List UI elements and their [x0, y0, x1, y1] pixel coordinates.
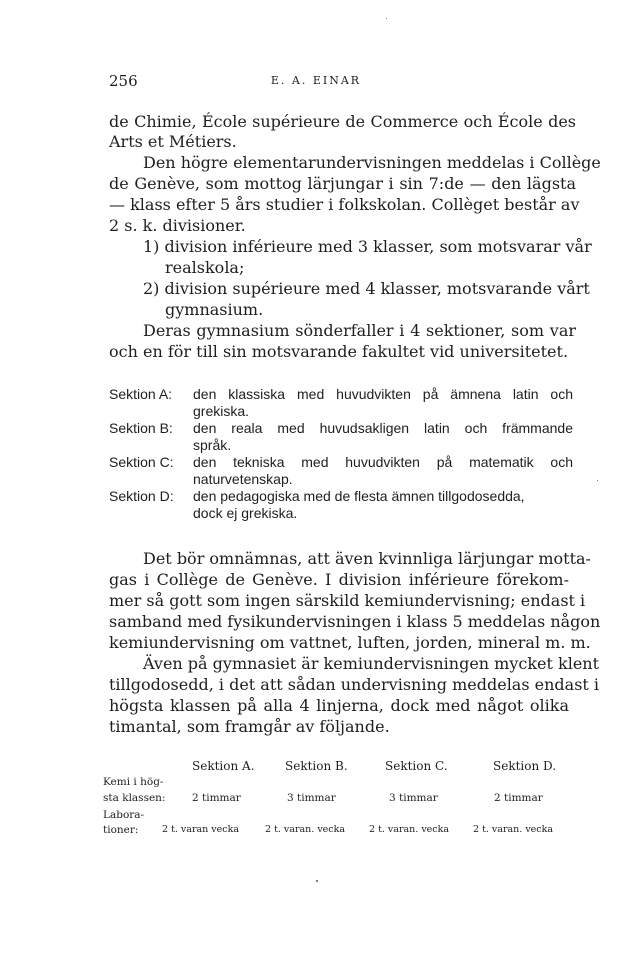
running-title: E. A. EINAR	[270, 74, 362, 87]
division-item-continuation: gymnasium.	[165, 300, 264, 319]
paragraph-line: samband med fysikundervisningen i klass 5 meddelas någon	[109, 612, 601, 631]
paragraph-line: Det bör omnämnas, att även kvinnliga lärjungar motta-	[143, 549, 591, 568]
paragraph-line: kemiundervisning om vattnet, luften, jorden, mineral m. m.	[109, 633, 591, 652]
section-description: den pedagogiska med de flesta ämnen tillgodosedda,	[193, 488, 525, 504]
print-speck	[386, 18, 387, 19]
table-row-label: Labora-	[103, 809, 145, 821]
paragraph-line: Arts et Métiers.	[109, 132, 237, 151]
paragraph-line: tillgodosedd, i det att sådan undervisning meddelas endast i	[109, 675, 600, 694]
table-row-label: sta klassen:	[103, 792, 166, 804]
table-cell: 2 t. varan. vecka	[265, 824, 346, 835]
paragraph-line: högsta klassen på alla 4 linjerna, dock med något olika	[109, 696, 569, 715]
section-label: Sektion A:	[109, 386, 173, 402]
division-item: 2) division supérieure med 4 klasser, motsvarande vårt	[143, 279, 590, 298]
table-cell: 3 timmar	[389, 792, 438, 804]
section-label: Sektion B:	[109, 420, 173, 436]
table-column-header: Sektion B.	[285, 759, 348, 773]
paragraph-line: mer så gott som ingen särskild kemiundervisning; endast i	[109, 591, 586, 610]
table-column-header: Sektion C.	[385, 759, 448, 773]
paragraph-line: — klass efter 5 års studier i folkskolan. Collèget består av	[109, 195, 580, 214]
table-cell: 3 timmar	[287, 792, 336, 804]
table-row-label: tioner:	[103, 824, 139, 836]
table-column-header: Sektion A.	[192, 759, 255, 773]
paragraph-line: Deras gymnasium sönderfaller i 4 sektioner, som var	[143, 321, 576, 340]
section-description: den klassiska med huvudvikten på ämnena latin och	[193, 386, 573, 402]
section-label: Sektion C:	[109, 454, 174, 470]
paragraph-line: gas i Collège de Genève. I division inférieure förekom-	[109, 570, 569, 589]
print-speck	[316, 880, 318, 882]
table-cell: 2 t. varan. vecka	[473, 824, 554, 835]
paragraph-line: Även på gymnasiet är kemiundervisningen mycket klent	[143, 654, 600, 673]
division-item: 1) division inférieure med 3 klasser, som motsvarar vår	[143, 237, 592, 256]
table-cell: 2 t. varan. vecka	[369, 824, 450, 835]
table-row-label: Kemi i hög-	[103, 776, 164, 788]
section-description: den reala med huvudsakligen latin och främmande	[193, 420, 573, 436]
paragraph-line: 2 s. k. divisioner.	[109, 216, 246, 235]
section-description-continuation: naturvetenskap.	[193, 471, 293, 487]
division-item-continuation: realskola;	[165, 258, 245, 277]
page-number: 256	[109, 72, 138, 90]
section-description-continuation: grekiska.	[193, 403, 250, 419]
table-cell: 2 t. varan vecka	[162, 824, 240, 835]
paragraph-line: och en för till sin motsvarande fakultet vid universitetet.	[109, 342, 569, 361]
section-description-continuation: dock ej grekiska.	[193, 505, 298, 521]
paragraph-line: timantal, som framgår av följande.	[109, 717, 390, 736]
table-cell: 2 timmar	[494, 792, 543, 804]
paragraph-line: de Chimie, École supérieure de Commerce och École des	[109, 112, 576, 131]
paragraph-line: de Genève, som mottog lärjungar i sin 7:de — den lägsta	[109, 174, 576, 193]
section-label: Sektion D:	[109, 488, 174, 504]
section-description-continuation: språk.	[193, 437, 232, 453]
paragraph-line: Den högre elementarundervisningen meddelas i Collège	[143, 153, 601, 172]
print-speck	[597, 480, 598, 481]
table-column-header: Sektion D.	[493, 759, 557, 773]
table-cell: 2 timmar	[192, 792, 241, 804]
section-description: den tekniska med huvudvikten på matematik och	[193, 454, 573, 470]
